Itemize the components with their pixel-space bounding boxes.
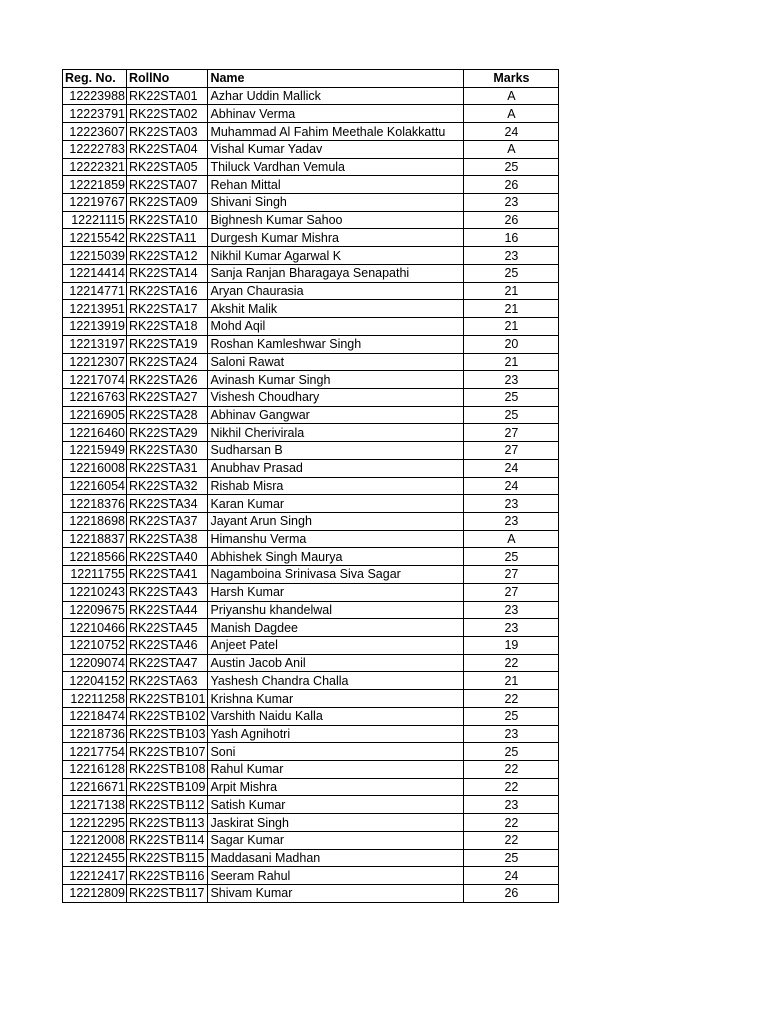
reg-no-cell: 12218566 [63, 548, 127, 566]
name-cell: Austin Jacob Anil [208, 654, 464, 672]
reg-no-cell: 12209074 [63, 654, 127, 672]
table-row [63, 654, 559, 672]
table-row [63, 371, 559, 389]
marks-cell: 20 [464, 335, 559, 353]
header-row [63, 70, 559, 88]
reg-no-cell: 12213919 [63, 318, 127, 336]
reg-no-cell: 12217074 [63, 371, 127, 389]
table-row [63, 229, 559, 247]
table-row [63, 105, 559, 123]
header-reg-no: Reg. No. [63, 70, 127, 88]
roll-no-cell: RK22STA44 [127, 601, 208, 619]
name-cell: Roshan Kamleshwar Singh [208, 335, 464, 353]
reg-no-cell: 12218698 [63, 512, 127, 530]
name-cell: Bighnesh Kumar Sahoo [208, 211, 464, 229]
table-row [63, 566, 559, 584]
roll-no-cell: RK22STB108 [127, 761, 208, 779]
reg-no-cell: 12214414 [63, 264, 127, 282]
reg-no-cell: 12215949 [63, 442, 127, 460]
marks-cell: 25 [464, 406, 559, 424]
table-row [63, 87, 559, 105]
reg-no-cell: 12215542 [63, 229, 127, 247]
reg-no-cell: 12218837 [63, 530, 127, 548]
table-row [63, 548, 559, 566]
table-row [63, 406, 559, 424]
roll-no-cell: RK22STA02 [127, 105, 208, 123]
table-row [63, 282, 559, 300]
table-row [63, 158, 559, 176]
table-row [63, 707, 559, 725]
name-cell: Saloni Rawat [208, 353, 464, 371]
marks-cell: 25 [464, 548, 559, 566]
roll-no-cell: RK22STA63 [127, 672, 208, 690]
marks-cell: 24 [464, 867, 559, 885]
name-cell: Anjeet Patel [208, 637, 464, 655]
marks-cell: A [464, 87, 559, 105]
table-row [63, 725, 559, 743]
reg-no-cell: 12216008 [63, 459, 127, 477]
reg-no-cell: 12214771 [63, 282, 127, 300]
roll-no-cell: RK22STA27 [127, 388, 208, 406]
reg-no-cell: 12215039 [63, 247, 127, 265]
name-cell: Vishesh Choudhary [208, 388, 464, 406]
roll-no-cell: RK22STA14 [127, 264, 208, 282]
roll-no-cell: RK22STA38 [127, 530, 208, 548]
marks-cell: 22 [464, 690, 559, 708]
name-cell: Soni [208, 743, 464, 761]
table-row [63, 637, 559, 655]
table-row [63, 211, 559, 229]
table-row [63, 477, 559, 495]
name-cell: Rehan Mittal [208, 176, 464, 194]
reg-no-cell: 12212307 [63, 353, 127, 371]
roll-no-cell: RK22STA31 [127, 459, 208, 477]
table-row [63, 530, 559, 548]
reg-no-cell: 12223988 [63, 87, 127, 105]
marks-cell: 19 [464, 637, 559, 655]
name-cell: Thiluck Vardhan Vemula [208, 158, 464, 176]
roll-no-cell: RK22STA18 [127, 318, 208, 336]
reg-no-cell: 12223607 [63, 123, 127, 141]
table-row [63, 264, 559, 282]
roll-no-cell: RK22STA04 [127, 140, 208, 158]
roll-no-cell: RK22STB116 [127, 867, 208, 885]
table-body [63, 87, 559, 902]
name-cell: Azhar Uddin Mallick [208, 87, 464, 105]
marks-cell: 22 [464, 654, 559, 672]
marks-cell: 27 [464, 424, 559, 442]
table-row [63, 814, 559, 832]
roll-no-cell: RK22STA05 [127, 158, 208, 176]
marks-cell: 24 [464, 459, 559, 477]
roll-no-cell: RK22STA34 [127, 495, 208, 513]
marks-cell: 23 [464, 512, 559, 530]
reg-no-cell: 12216460 [63, 424, 127, 442]
reg-no-cell: 12218736 [63, 725, 127, 743]
roll-no-cell: RK22STA46 [127, 637, 208, 655]
marks-cell: 25 [464, 264, 559, 282]
reg-no-cell: 12212008 [63, 831, 127, 849]
name-cell: Priyanshu khandelwal [208, 601, 464, 619]
reg-no-cell: 12210243 [63, 583, 127, 601]
roll-no-cell: RK22STB112 [127, 796, 208, 814]
table-row [63, 690, 559, 708]
marks-cell: 23 [464, 725, 559, 743]
roll-no-cell: RK22STB101 [127, 690, 208, 708]
marks-cell: 27 [464, 583, 559, 601]
name-cell: Abhinav Verma [208, 105, 464, 123]
marks-cell: 21 [464, 300, 559, 318]
roll-no-cell: RK22STA24 [127, 353, 208, 371]
table-row [63, 601, 559, 619]
roll-no-cell: RK22STB113 [127, 814, 208, 832]
marks-cell: 25 [464, 707, 559, 725]
reg-no-cell: 12216905 [63, 406, 127, 424]
table-row [63, 849, 559, 867]
name-cell: Abhinav Gangwar [208, 406, 464, 424]
reg-no-cell: 12211755 [63, 566, 127, 584]
name-cell: Krishna Kumar [208, 690, 464, 708]
name-cell: Seeram Rahul [208, 867, 464, 885]
roll-no-cell: RK22STA43 [127, 583, 208, 601]
name-cell: Manish Dagdee [208, 619, 464, 637]
roll-no-cell: RK22STA10 [127, 211, 208, 229]
roll-no-cell: RK22STB109 [127, 778, 208, 796]
marks-cell: 27 [464, 442, 559, 460]
name-cell: Yash Agnihotri [208, 725, 464, 743]
marks-cell: 23 [464, 194, 559, 212]
roll-no-cell: RK22STB107 [127, 743, 208, 761]
name-cell: Satish Kumar [208, 796, 464, 814]
marks-cell: 22 [464, 778, 559, 796]
roll-no-cell: RK22STA32 [127, 477, 208, 495]
reg-no-cell: 12216671 [63, 778, 127, 796]
table-row [63, 318, 559, 336]
marks-cell: A [464, 105, 559, 123]
roll-no-cell: RK22STB117 [127, 885, 208, 903]
name-cell: Nikhil Kumar Agarwal K [208, 247, 464, 265]
reg-no-cell: 12213197 [63, 335, 127, 353]
name-cell: Vishal Kumar Yadav [208, 140, 464, 158]
marks-cell: 26 [464, 885, 559, 903]
reg-no-cell: 12222321 [63, 158, 127, 176]
name-cell: Himanshu Verma [208, 530, 464, 548]
header-roll-no: RollNo [127, 70, 208, 88]
table-row [63, 459, 559, 477]
name-cell: Arpit Mishra [208, 778, 464, 796]
reg-no-cell: 12212455 [63, 849, 127, 867]
name-cell: Harsh Kumar [208, 583, 464, 601]
marks-cell: 25 [464, 388, 559, 406]
name-cell: Mohd Aqil [208, 318, 464, 336]
table-row [63, 194, 559, 212]
name-cell: Jayant Arun Singh [208, 512, 464, 530]
marks-cell: 25 [464, 849, 559, 867]
roll-no-cell: RK22STA19 [127, 335, 208, 353]
roll-no-cell: RK22STA11 [127, 229, 208, 247]
marks-cell: 16 [464, 229, 559, 247]
name-cell: Abhishek Singh Maurya [208, 548, 464, 566]
table-row [63, 353, 559, 371]
reg-no-cell: 12216128 [63, 761, 127, 779]
reg-no-cell: 12217754 [63, 743, 127, 761]
name-cell: Sagar Kumar [208, 831, 464, 849]
table-row [63, 388, 559, 406]
reg-no-cell: 12221115 [63, 211, 127, 229]
name-cell: Nikhil Cherivirala [208, 424, 464, 442]
table-row [63, 778, 559, 796]
table-row [63, 867, 559, 885]
marks-cell: 22 [464, 761, 559, 779]
marks-cell: 26 [464, 176, 559, 194]
marks-cell: 24 [464, 477, 559, 495]
marks-cell: 23 [464, 619, 559, 637]
marks-cell: 23 [464, 371, 559, 389]
roll-no-cell: RK22STA01 [127, 87, 208, 105]
name-cell: Akshit Malik [208, 300, 464, 318]
name-cell: Jaskirat Singh [208, 814, 464, 832]
reg-no-cell: 12211258 [63, 690, 127, 708]
table-row [63, 495, 559, 513]
name-cell: Avinash Kumar Singh [208, 371, 464, 389]
marks-cell: 23 [464, 495, 559, 513]
marks-cell: 21 [464, 672, 559, 690]
reg-no-cell: 12216054 [63, 477, 127, 495]
marks-cell: 23 [464, 247, 559, 265]
roll-no-cell: RK22STB103 [127, 725, 208, 743]
reg-no-cell: 12204152 [63, 672, 127, 690]
roll-no-cell: RK22STA07 [127, 176, 208, 194]
table-row [63, 247, 559, 265]
marks-cell: 21 [464, 282, 559, 300]
roll-no-cell: RK22STB115 [127, 849, 208, 867]
table-row [63, 796, 559, 814]
roll-no-cell: RK22STA30 [127, 442, 208, 460]
table-row [63, 885, 559, 903]
reg-no-cell: 12222783 [63, 140, 127, 158]
table-row [63, 831, 559, 849]
reg-no-cell: 12218376 [63, 495, 127, 513]
reg-no-cell: 12219767 [63, 194, 127, 212]
roll-no-cell: RK22STA09 [127, 194, 208, 212]
name-cell: Shivam Kumar [208, 885, 464, 903]
roll-no-cell: RK22STB114 [127, 831, 208, 849]
marks-cell: 23 [464, 601, 559, 619]
reg-no-cell: 12213951 [63, 300, 127, 318]
roll-no-cell: RK22STA17 [127, 300, 208, 318]
roll-no-cell: RK22STA29 [127, 424, 208, 442]
marks-cell: A [464, 530, 559, 548]
table-row [63, 123, 559, 141]
header-name: Name [208, 70, 464, 88]
marks-cell: 27 [464, 566, 559, 584]
reg-no-cell: 12217138 [63, 796, 127, 814]
marks-cell: 22 [464, 831, 559, 849]
table-row [63, 512, 559, 530]
roll-no-cell: RK22STA16 [127, 282, 208, 300]
table-row [63, 176, 559, 194]
roll-no-cell: RK22STA40 [127, 548, 208, 566]
roll-no-cell: RK22STB102 [127, 707, 208, 725]
roll-no-cell: RK22STA26 [127, 371, 208, 389]
name-cell: Durgesh Kumar Mishra [208, 229, 464, 247]
roll-no-cell: RK22STA41 [127, 566, 208, 584]
name-cell: Sudharsan B [208, 442, 464, 460]
roll-no-cell: RK22STA37 [127, 512, 208, 530]
header-marks: Marks [464, 70, 559, 88]
name-cell: Sanja Ranjan Bharagaya Senapathi [208, 264, 464, 282]
marks-cell: 21 [464, 318, 559, 336]
table-row [63, 619, 559, 637]
name-cell: Maddasani Madhan [208, 849, 464, 867]
name-cell: Shivani Singh [208, 194, 464, 212]
marks-cell: 22 [464, 814, 559, 832]
table-row [63, 335, 559, 353]
reg-no-cell: 12209675 [63, 601, 127, 619]
roll-no-cell: RK22STA47 [127, 654, 208, 672]
reg-no-cell: 12212809 [63, 885, 127, 903]
marks-cell: 24 [464, 123, 559, 141]
name-cell: Varshith Naidu Kalla [208, 707, 464, 725]
roll-no-cell: RK22STA45 [127, 619, 208, 637]
marks-cell: 23 [464, 796, 559, 814]
reg-no-cell: 12210752 [63, 637, 127, 655]
marks-cell: A [464, 140, 559, 158]
reg-no-cell: 12221859 [63, 176, 127, 194]
name-cell: Anubhav Prasad [208, 459, 464, 477]
roll-no-cell: RK22STA12 [127, 247, 208, 265]
table-row [63, 583, 559, 601]
marks-cell: 25 [464, 743, 559, 761]
name-cell: Rahul Kumar [208, 761, 464, 779]
name-cell: Karan Kumar [208, 495, 464, 513]
table-row [63, 442, 559, 460]
roll-no-cell: RK22STA28 [127, 406, 208, 424]
marks-cell: 26 [464, 211, 559, 229]
table-row [63, 300, 559, 318]
reg-no-cell: 12212417 [63, 867, 127, 885]
reg-no-cell: 12218474 [63, 707, 127, 725]
reg-no-cell: 12223791 [63, 105, 127, 123]
reg-no-cell: 12210466 [63, 619, 127, 637]
table-row [63, 743, 559, 761]
marks-cell: 21 [464, 353, 559, 371]
table-row [63, 761, 559, 779]
name-cell: Aryan Chaurasia [208, 282, 464, 300]
table-row [63, 140, 559, 158]
marks-cell: 25 [464, 158, 559, 176]
roll-no-cell: RK22STA03 [127, 123, 208, 141]
name-cell: Nagamboina Srinivasa Siva Sagar [208, 566, 464, 584]
name-cell: Muhammad Al Fahim Meethale Kolakkattu [208, 123, 464, 141]
reg-no-cell: 12216763 [63, 388, 127, 406]
table-row [63, 424, 559, 442]
reg-no-cell: 12212295 [63, 814, 127, 832]
marks-table [62, 69, 559, 903]
name-cell: Rishab Misra [208, 477, 464, 495]
table-row [63, 672, 559, 690]
name-cell: Yashesh Chandra Challa [208, 672, 464, 690]
